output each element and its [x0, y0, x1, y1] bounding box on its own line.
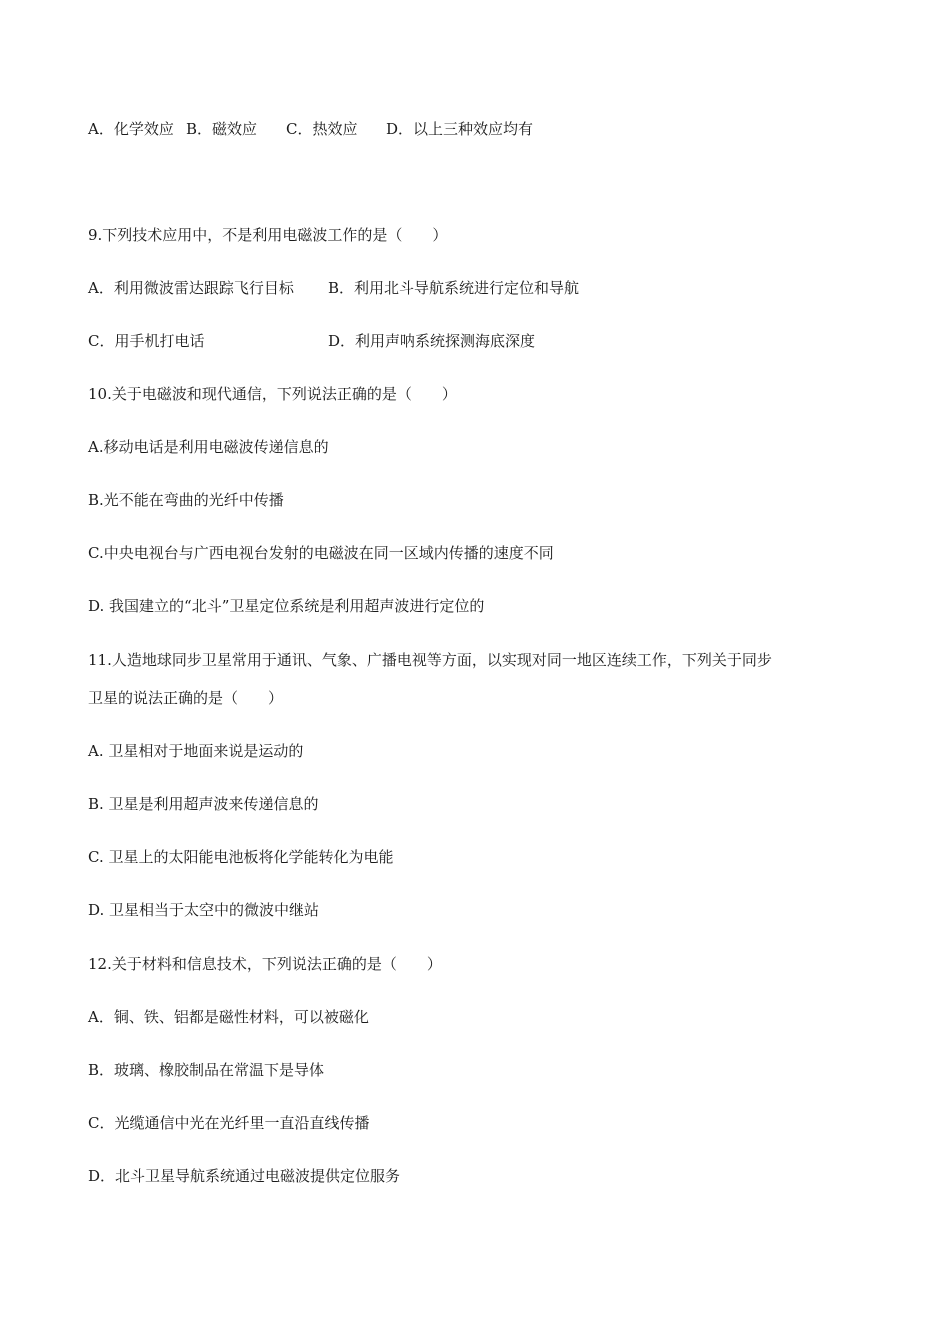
q12-stem: 12.关于材料和信息技术，下列说法正确的是（ ）	[88, 955, 442, 973]
q9-option-c: C．用手机打电话	[88, 332, 205, 350]
q11-option-b: B. 卫星是利用超声波来传递信息的	[88, 795, 319, 813]
q10-option-a: A.移动电话是利用电磁波传递信息的	[88, 438, 329, 456]
q12-option-a: A．铜、铁、铝都是磁性材料，可以被磁化	[88, 1008, 369, 1026]
q10-option-b: B.光不能在弯曲的光纤中传播	[88, 491, 284, 509]
q11-option-c: C. 卫星上的太阳能电池板将化学能转化为电能	[88, 848, 394, 866]
q10-option-c: C.中央电视台与广西电视台发射的电磁波在同一区域内传播的速度不同	[88, 544, 554, 562]
q9-option-a: A．利用微波雷达跟踪飞行目标	[88, 279, 294, 297]
q11-option-d: D. 卫星相当于太空中的微波中继站	[88, 901, 320, 919]
q8-option-d: D．以上三种效应均有	[386, 120, 534, 138]
q9-option-d: D．利用声呐系统探测海底深度	[328, 332, 536, 350]
q11-option-a: A. 卫星相对于地面来说是运动的	[88, 742, 304, 760]
q11-stem-line1: 11.人造地球同步卫星常用于通讯、气象、广播电视等方面，以实现对同一地区连续工作，下列关于同步	[88, 651, 772, 669]
q9-option-b: B．利用北斗导航系统进行定位和导航	[328, 279, 580, 297]
q8-option-a: A．化学效应	[88, 120, 174, 138]
q8-option-c: C．热效应	[286, 120, 358, 138]
q8-option-b: B．磁效应	[186, 120, 258, 138]
q12-option-d: D．北斗卫星导航系统通过电磁波提供定位服务	[88, 1167, 401, 1185]
q12-option-c: C．光缆通信中光在光纤里一直沿直线传播	[88, 1114, 370, 1132]
q12-option-b: B．玻璃、橡胶制品在常温下是导体	[88, 1061, 325, 1079]
q9-stem: 9.下列技术应用中，不是利用电磁波工作的是（ ）	[88, 226, 448, 244]
q10-stem: 10.关于电磁波和现代通信，下列说法正确的是（ ）	[88, 385, 457, 403]
q11-stem-line2: 卫星的说法正确的是（ ）	[88, 689, 284, 707]
q10-option-d: D. 我国建立的“北斗”卫星定位系统是利用超声波进行定位的	[88, 597, 485, 615]
